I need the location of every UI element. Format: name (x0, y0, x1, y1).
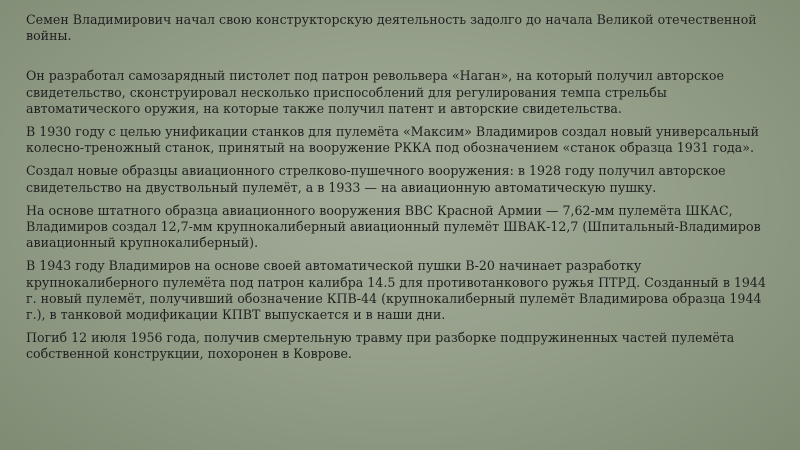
paragraph-death: Погиб 12 июля 1956 года, получив смертельную травму при разборке подпружиненных частей пулемёта собственной конструкции, похоронен в Коврове. (26, 330, 735, 362)
paragraph-intro: Семен Владимирович начал свою конструкторскую деятельность задолго до начала Великой отечественной войны. (26, 12, 757, 44)
paragraph-pistol: Он разработал самозарядный пистолет под патрон револьвера «Наган», на который получил авторское свидетельство, сконструировал несколько приспособлений для регулирования темпа стрельбы автоматического оружия, на которые также получил патент и авторские свидетельства. (26, 68, 724, 116)
paragraph-kpv: В 1943 году Владимиров на основе своей автоматической пушки В-20 начинает разработку крупнокалиберного пулемёта под патрон калибра 14.5 для противотанкового ружья ПТРД. Созданный в 1944 г. новый пулемёт, получивший обозначение КПВ-44 (крупнокалиберный пулемёт Владимирова образца 1944 г.), в танковой модификации КПВТ выпускается и в наши дни. (26, 258, 766, 323)
paragraph-shvak: На основе штатного образца авиационного вооружения ВВС Красной Армии — 7,62-мм пулемёта ШКАС, Владимиров создал 12,7-мм крупнокалиберный авиационный пулемёт ШВАК-12,7 (Шпитальный-Владимиров авиационный крупнокалиберный). (26, 202, 761, 251)
paragraph-maxim-mount: В 1930 году с целью унификации станков для пулемёта «Максим» Владимиров создал новый универсальный колесно-треножный станок, принятый на вооружение РККА под обозначением «станок образца 1931 года». (26, 124, 760, 156)
paragraph-aviation-weapons: Создал новые образцы авиационного стрелково-пушечного вооружения: в 1928 году получил авторское свидетельство на двуствольный пулемёт, а в 1933 — на авиационную автоматическую пушку. (26, 163, 726, 195)
slide-text-body (26, 12, 778, 370)
